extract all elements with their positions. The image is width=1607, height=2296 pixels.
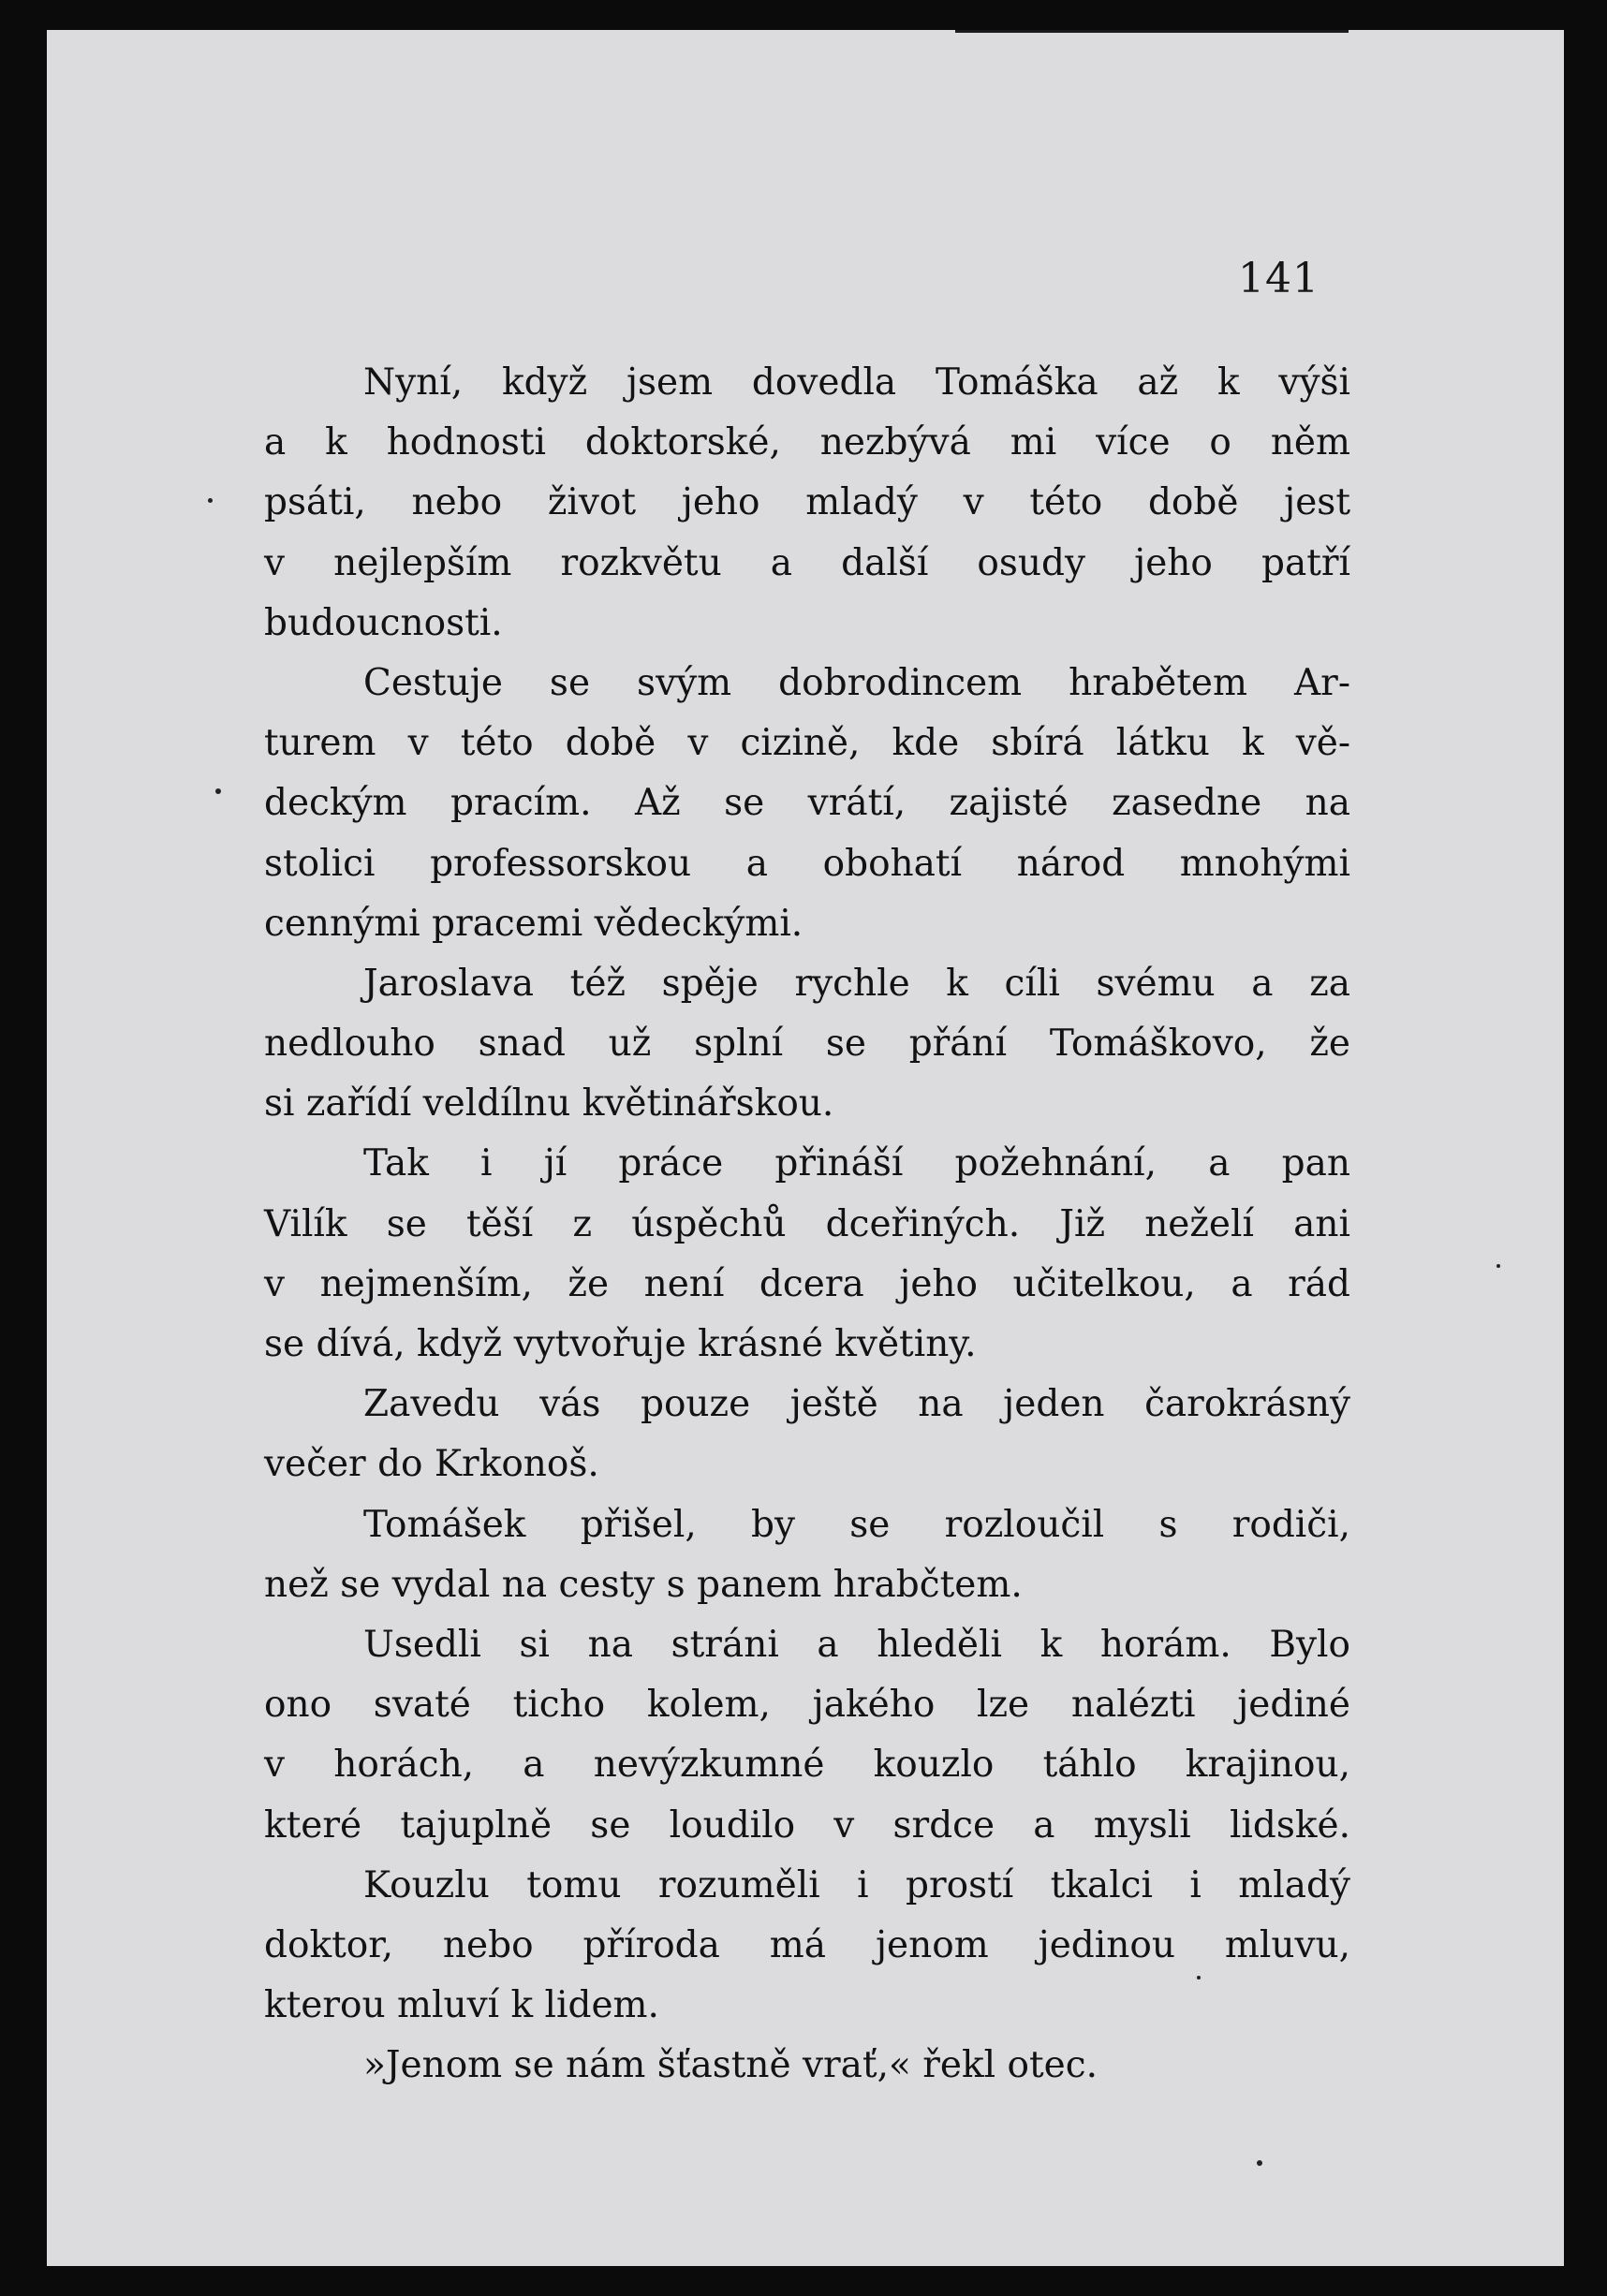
text-line: psáti, nebo život jeho mladý v této době jest	[264, 481, 1350, 524]
text-line: doktor, nebo příroda má jenom jedinou mluvu,	[264, 1923, 1350, 1966]
text-line: se dívá, když vytvořuje krásné květiny.	[264, 1323, 977, 1365]
text-line: Zavedu vás pouze ještě na jeden čarokrásný	[363, 1383, 1350, 1426]
text-line: stolici professorskou a obohatí národ mnohými	[264, 842, 1350, 885]
text-line: Cestuje se svým dobrodincem hrabětem Ar-	[363, 661, 1350, 704]
text-line: které tajuplně se loudilo v srdce a mysli lidské.	[264, 1803, 1350, 1847]
text-line: ono svaté ticho kolem, jakého lze nalézti jediné	[264, 1684, 1350, 1727]
text-line: Kouzlu tomu rozuměli i prostí tkalci i mladý	[363, 1863, 1350, 1906]
text-line: Jaroslava též spěje rychle k cíli svému a za	[363, 962, 1350, 1005]
text-line: »Jenom se nám šťastně vrať,« řekl otec.	[363, 2044, 1098, 2087]
text-line: večer do Krkonoš.	[264, 1443, 599, 1486]
text-line: turem v této době v cizině, kde sbírá látku k vě-	[264, 722, 1350, 765]
speck	[215, 788, 221, 794]
text-line: Usedli si na stráni a hleděli k horám. Bylo	[363, 1623, 1350, 1666]
book-page	[47, 30, 1564, 2266]
text-line: v nejlepším rozkvětu a další osudy jeho patří	[264, 541, 1350, 584]
speck	[208, 498, 213, 503]
text-line: cennými pracemi vědeckými.	[264, 902, 804, 945]
text-line: Nyní, když jsem dovedla Tomáška až k výši	[363, 361, 1350, 404]
speck	[1197, 1976, 1201, 1980]
text-line: v nejmenším, že není dcera jeho učitelkou, a rád	[264, 1262, 1350, 1305]
scan-edge-top	[955, 30, 1349, 33]
body-text	[264, 353, 1350, 2096]
text-line: budoucnosti.	[264, 601, 503, 644]
text-line: a k hodnosti doktorské, nezbývá mi více o něm	[264, 421, 1350, 464]
speck	[1496, 1264, 1500, 1268]
text-line: Tomášek přišel, by se rozloučil s rodiči,	[363, 1503, 1350, 1546]
text-line: deckým pracím. Až se vrátí, zajisté zasedne na	[264, 782, 1350, 825]
text-line: v horách, a nevýzkumné kouzlo táhlo krajinou,	[264, 1744, 1350, 1787]
text-line: Tak i jí práce přináší požehnání, a pan	[363, 1142, 1350, 1185]
text-line: Vilík se těší z úspěchů dceřiných. Již neželí ani	[264, 1202, 1350, 1245]
text-line: kterou mluví k lidem.	[264, 1984, 659, 2027]
text-line: než se vydal na cesty s panem hrabčtem.	[264, 1563, 1023, 1606]
text-line: nedlouho snad už splní se přání Tomáškovo, že	[264, 1023, 1350, 1066]
page-number: 141	[1238, 255, 1320, 302]
text-line: si zařídí veldílnu květinářskou.	[264, 1082, 834, 1126]
speck	[1257, 2160, 1262, 2166]
